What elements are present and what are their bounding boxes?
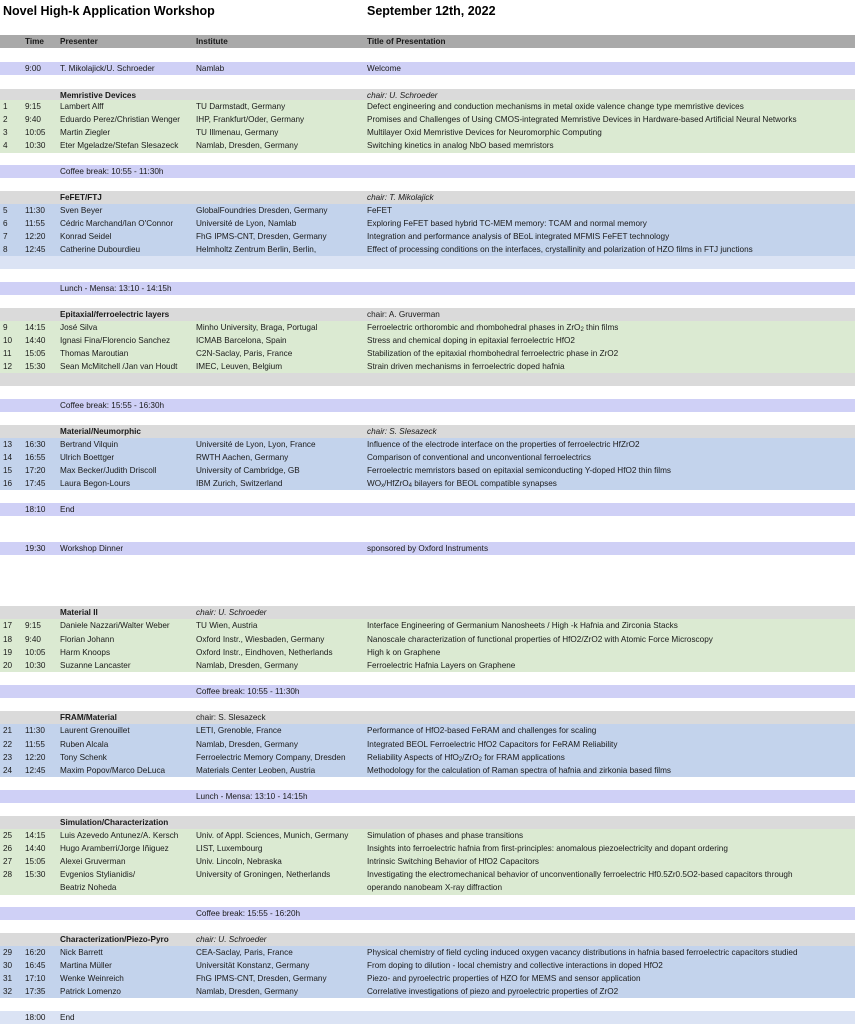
presenter-name: Cédric Marchand/Ian O'Connor — [60, 219, 174, 228]
session-header-row — [0, 606, 855, 619]
session-name: Characterization/Piezo-Pyro — [60, 935, 169, 944]
schedule-row — [0, 347, 855, 360]
presenter-name: Catherine Dubourdieu — [60, 245, 141, 254]
spacer-row — [0, 998, 855, 1011]
session-chair: chair: T. Mikolajick — [367, 193, 434, 202]
institute-name: Univ. Lincoln, Nebraska — [196, 857, 282, 866]
talk-time: 9:40 — [25, 115, 41, 124]
spacer-row — [0, 698, 855, 711]
presentation-title: Insights into ferroelectric hafnia from first-principles: anomalous piezoelectricity and dopant ordering — [367, 844, 728, 853]
spacer-row — [0, 178, 855, 191]
talk-number: 12 — [3, 362, 13, 371]
schedule-row — [0, 959, 855, 972]
spacer-row — [0, 295, 855, 308]
session-chair: chair: U. Schroeder — [196, 935, 267, 944]
talk-time: 15:30 — [25, 870, 46, 879]
session-name: Material II — [60, 608, 98, 617]
spacer-row — [0, 490, 855, 503]
session-chair: chair: S. Slesazeck — [367, 427, 437, 436]
presentation-title: Reliability Aspects of HfO$_2$/ZrO$_2$ for FRAM applications — [367, 753, 565, 763]
talk-number: 17 — [3, 621, 13, 630]
institute-name: Namlab, Dresden, Germany — [196, 141, 298, 150]
presenter-name: Laurent Grenouillet — [60, 726, 130, 735]
schedule-row — [0, 724, 855, 738]
schedule-row — [0, 360, 855, 373]
presentation-title: Welcome — [367, 64, 401, 73]
presenter-name: Tony Schenk — [60, 753, 107, 762]
presenter-name: Eduardo Perez/Christian Wenger — [60, 115, 180, 124]
presentation-title: $WO_x/HfZrO_4$ bilayers for BEOL compatible synapses — [367, 479, 557, 489]
spacer-row — [0, 529, 855, 542]
schedule-row — [0, 282, 855, 295]
talk-time: 11:55 — [25, 740, 45, 749]
schedule-row — [0, 126, 855, 139]
spacer-row — [0, 48, 855, 62]
presentation-title: Ferroelectric memristors based on epitaxial semiconducting Y-doped HfO2 thin films — [367, 466, 671, 475]
schedule-row — [0, 946, 855, 959]
talk-number: 20 — [3, 661, 13, 670]
session-header-row — [0, 711, 855, 724]
column-header-institute: Institute — [196, 37, 228, 46]
presentation-title-continued: operando nanobeam X-ray diffraction — [367, 883, 503, 892]
presenter-name: Evgenios Stylianidis/ — [60, 870, 136, 879]
spacer-row — [0, 256, 855, 269]
talk-time: 9:40 — [25, 635, 41, 644]
presentation-title: sponsored by Oxford Instruments — [367, 544, 489, 553]
institute-name: Namlab, Dresden, Germany — [196, 740, 298, 749]
institute-name: IHP, Frankfurt/Oder, Germany — [196, 115, 305, 124]
presentation-title: Defect engineering and conduction mechanisms in metal oxide valence change type memristive devices — [367, 102, 744, 111]
presenter-name: Lunch - Mensa: 13:10 - 14:15h — [60, 284, 172, 293]
talk-number: 25 — [3, 831, 13, 840]
presenter-name: Sven Beyer — [60, 206, 103, 215]
presentation-title: Nanoscale characterization of functional properties of HfO2/ZrO2 with Atomic Force Microscopy — [367, 635, 713, 644]
session-chair: chair: S. Slesazeck — [196, 713, 266, 722]
session-chair: chair: A. Gruverman — [367, 310, 440, 319]
spacer-row — [0, 777, 855, 790]
talk-time: 16:30 — [25, 440, 46, 449]
presentation-title: Physical chemistry of field cycling induced oxygen vacancy distributions in hafnia based ferroelectric capacitors studied — [367, 948, 798, 957]
institute-name: Namlab, Dresden, Germany — [196, 661, 298, 670]
institute-name: TU Illmenau, Germany — [196, 128, 279, 137]
talk-number: 3 — [3, 128, 8, 137]
institute-name: Namlab, Dresden, Germany — [196, 987, 298, 996]
institute-name: Oxford Instr., Eindhoven, Netherlands — [196, 648, 333, 657]
schedule-row — [0, 738, 855, 751]
session-header-row — [0, 425, 855, 438]
presenter-name: Alexei Gruverman — [60, 857, 126, 866]
institute-name: Ferroelectric Memory Company, Dresden — [196, 753, 346, 762]
talk-time: 10:05 — [25, 128, 46, 137]
schedule-row — [0, 399, 855, 412]
talk-time: 12:45 — [25, 766, 46, 775]
presenter-name: T. Mikolajick/U. Schroeder — [60, 64, 155, 73]
presentation-title: Switching kinetics in analog NbO based memristors — [367, 141, 554, 150]
spacer-row — [0, 672, 855, 685]
schedule-row — [0, 113, 855, 126]
institute-name: GlobalFoundries Dresden, Germany — [196, 206, 328, 215]
presentation-title: Ferroelectric Hafnia Layers on Graphene — [367, 661, 516, 670]
institute-name: Universität Konstanz, Germany — [196, 961, 310, 970]
session-name: Material/Neumorphic — [60, 427, 141, 436]
talk-time: 16:20 — [25, 948, 46, 957]
spacer-row — [0, 153, 855, 165]
institute-name: FhG IPMS-CNT, Dresden, Germany — [196, 974, 327, 983]
talk-number: 23 — [3, 753, 13, 762]
talk-number: 7 — [3, 232, 8, 241]
schedule-row — [0, 62, 855, 75]
presentation-title: Promises and Challenges of Using CMOS-integrated Memristive Devices in Hardware-based Artificial Neural Networks — [367, 115, 797, 124]
spacer-row — [0, 386, 855, 399]
talk-number: 8 — [3, 245, 8, 254]
schedule-row — [0, 764, 855, 777]
talk-time: 17:20 — [25, 466, 46, 475]
presentation-title: High k on Graphene — [367, 648, 441, 657]
schedule-row — [0, 646, 855, 659]
presenter-name: Florian Johann — [60, 635, 115, 644]
session-name: Memristive Devices — [60, 91, 137, 100]
talk-number: 28 — [3, 870, 13, 879]
presenter-name: Suzanne Lancaster — [60, 661, 131, 670]
talk-time: 14:15 — [25, 831, 46, 840]
column-header-presenter: Presenter — [60, 37, 98, 46]
schedule-row — [0, 230, 855, 243]
spacer-row — [0, 895, 855, 907]
talk-time: 15:05 — [25, 857, 46, 866]
talk-number: 21 — [3, 726, 13, 735]
spacer-row — [0, 555, 855, 606]
talk-time: 9:00 — [25, 64, 41, 73]
talk-number: 2 — [3, 115, 8, 124]
presenter-name: Coffee break: 10:55 - 11:30h — [60, 167, 164, 176]
talk-time: 14:40 — [25, 336, 46, 345]
talk-number: 27 — [3, 857, 13, 866]
talk-time: 9:15 — [25, 621, 41, 630]
presentation-title: Comparison of conventional and unconventional ferroelectrics — [367, 453, 591, 462]
schedule-row — [0, 217, 855, 230]
presentation-title: Effect of processing conditions on the interfaces, crystallinity and polarization of HZO films in FTJ junctions — [367, 245, 753, 254]
talk-time: 18:10 — [25, 505, 46, 514]
institute-name: Namlab — [196, 64, 225, 73]
presentation-title: Stabilization of the epitaxial rhombohedral ferroelectric phase in ZrO2 — [367, 349, 619, 358]
presenter-name: Workshop Dinner — [60, 544, 124, 553]
presenter-name-continued: Beatriz Noheda — [60, 883, 117, 892]
institute-name: FhG IPMS-CNT, Dresden, Germany — [196, 232, 327, 241]
schedule-row — [0, 477, 855, 490]
presentation-title: Multilayer Oxid Memristive Devices for Neuromorphic Computing — [367, 128, 602, 137]
presenter-name: Sean McMitchell /Jan van Houdt — [60, 362, 178, 371]
presenter-name: Ruben Alcala — [60, 740, 109, 749]
schedule-row — [0, 165, 855, 178]
presentation-title: Interface Engineering of Germanium Nanosheets / High -k Hafnia and Zirconia Stacks — [367, 621, 678, 630]
talk-time: 14:40 — [25, 844, 46, 853]
presenter-name: Daniele Nazzari/Walter Weber — [60, 621, 170, 630]
session-name: Epitaxial/ferroelectric layers — [60, 310, 170, 319]
institute-name: Oxford Instr., Wiesbaden, Germany — [196, 635, 325, 644]
institute-name: Université de Lyon, Namlab — [196, 219, 297, 228]
session-header-row — [0, 89, 855, 100]
presentation-title: Strain driven mechanisms in ferroelectric doped hafnia — [367, 362, 565, 371]
session-chair: chair: U. Schroeder — [196, 608, 267, 617]
session-name: FeFET/FTJ — [60, 193, 102, 202]
schedule-row — [0, 685, 855, 698]
schedule-row — [0, 972, 855, 985]
presenter-name: Luis Azevedo Antunez/A. Kersch — [60, 831, 179, 840]
schedule-row — [0, 1011, 855, 1024]
schedule-row — [0, 321, 855, 334]
presenter-name: Maxim Popov/Marco DeLuca — [60, 766, 166, 775]
presenter-name: Ulrich Boettger — [60, 453, 115, 462]
schedule-row — [0, 438, 855, 451]
schedule-row — [0, 542, 855, 555]
presentation-title: Influence of the electrode interface on the properties of ferroelectric HfZrO2 — [367, 440, 640, 449]
schedule-row — [0, 659, 855, 672]
talk-number: 24 — [3, 766, 13, 775]
talk-number: 32 — [3, 987, 13, 996]
spacer-row — [0, 75, 855, 89]
institute-name: TU Wien, Austria — [196, 621, 258, 630]
presentation-title: Performance of HfO2-based FeRAM and challenges for scaling — [367, 726, 597, 735]
presentation-title: Exploring FeFET based hybrid TC-MEM memory: TCAM and normal memory — [367, 219, 647, 228]
schedule-row — [0, 829, 855, 842]
talk-number: 31 — [3, 974, 13, 983]
presentation-title: Integrated BEOL Ferroelectric HfO2 Capacitors for FeRAM Reliability — [367, 740, 618, 749]
talk-number: 19 — [3, 648, 13, 657]
talk-time: 11:30 — [25, 206, 45, 215]
presenter-name: Ignasi Fina/Florencio Sanchez — [60, 336, 171, 345]
talk-time: 17:35 — [25, 987, 46, 996]
table-header-row — [0, 35, 855, 48]
talk-time: 12:45 — [25, 245, 46, 254]
institute-name: Université de Lyon, Lyon, France — [196, 440, 316, 449]
institute-name: Coffee break: 15:55 - 16:20h — [196, 909, 301, 918]
talk-number: 22 — [3, 740, 13, 749]
talk-number: 10 — [3, 336, 13, 345]
schedule-row — [0, 503, 855, 516]
presenter-name: End — [60, 505, 75, 514]
presenter-name: Nick Barrett — [60, 948, 103, 957]
session-header-row — [0, 816, 855, 829]
institute-name: LIST, Luxembourg — [196, 844, 263, 853]
institute-name: ICMAB Barcelona, Spain — [196, 336, 287, 345]
schedule-row — [0, 100, 855, 113]
presenter-name: Konrad Seidel — [60, 232, 112, 241]
presenter-name: Eter Mgeladze/Stefan Slesazeck — [60, 141, 179, 150]
schedule-row — [0, 751, 855, 764]
presentation-title: Ferroelectric orthorombic and rhombohedral phases in ZrO$_2$ thin films — [367, 323, 619, 333]
presenter-name: José Silva — [60, 323, 98, 332]
talk-number: 14 — [3, 453, 13, 462]
talk-number: 30 — [3, 961, 13, 970]
institute-name: Univ. of Appl. Sciences, Munich, Germany — [196, 831, 349, 840]
presentation-title: Stress and chemical doping in epitaxial ferroelectric HfO2 — [367, 336, 575, 345]
spacer-row — [0, 269, 855, 282]
session-header-row — [0, 191, 855, 204]
schedule-row — [0, 464, 855, 477]
schedule-row — [0, 790, 855, 803]
talk-number: 18 — [3, 635, 13, 644]
schedule-row — [0, 985, 855, 998]
talk-time: 16:55 — [25, 453, 46, 462]
presentation-title: Methodology for the calculation of Raman spectra of hafnia and zirkonia based films — [367, 766, 672, 775]
day1-date: September 12th, 2022 — [367, 4, 496, 18]
institute-name: Helmholtz Zentrum Berlin, Berlin, — [196, 245, 317, 254]
schedule-row — [0, 204, 855, 217]
talk-time: 18:00 — [25, 1013, 46, 1022]
schedule-row — [0, 842, 855, 855]
presenter-name: Wenke Weinreich — [60, 974, 124, 983]
talk-time: 11:30 — [25, 726, 45, 735]
schedule-row — [0, 243, 855, 256]
talk-time: 10:05 — [25, 648, 46, 657]
talk-time: 17:10 — [25, 974, 46, 983]
talk-time: 15:05 — [25, 349, 46, 358]
session-header-row — [0, 308, 855, 321]
presenter-name: Laura Begon-Lours — [60, 479, 131, 488]
presenter-name: Coffee break: 15:55 - 16:30h — [60, 401, 165, 410]
session-chair: chair: U. Schroeder — [367, 91, 438, 100]
session-name: FRAM/Material — [60, 713, 117, 722]
presentation-title: Integration and performance analysis of BEoL integrated MFMIS FeFET technology — [367, 232, 670, 241]
talk-time: 11:55 — [25, 219, 45, 228]
schedule-row — [0, 139, 855, 153]
talk-number: 29 — [3, 948, 13, 957]
presentation-title: Correlative investigations of piezo and pyroelectric properties of ZrO2 — [367, 987, 619, 996]
presenter-name: Hugo Aramberri/Jorge Iñiguez — [60, 844, 169, 853]
institute-name: LETI, Grenoble, France — [196, 726, 282, 735]
talk-time: 10:30 — [25, 141, 46, 150]
presenter-name: Max Becker/Judith Driscoll — [60, 466, 157, 475]
presenter-name: End — [60, 1013, 75, 1022]
session-name: Simulation/Characterization — [60, 818, 169, 827]
presentation-title: FeFET — [367, 206, 393, 215]
talk-number: 11 — [3, 349, 12, 358]
presenter-name: Patrick Lomenzo — [60, 987, 121, 996]
talk-number: 1 — [3, 102, 8, 111]
talk-time: 16:45 — [25, 961, 46, 970]
institute-name: Minho University, Braga, Portugal — [196, 323, 318, 332]
presenter-name: Bertrand Vilquin — [60, 440, 119, 449]
institute-name: TU Darmstadt, Germany — [196, 102, 286, 111]
talk-time: 17:45 — [25, 479, 46, 488]
talk-time: 12:20 — [25, 753, 46, 762]
institute-name: Coffee break: 10:55 - 11:30h — [196, 687, 300, 696]
institute-name: Lunch - Mensa: 13:10 - 14:15h — [196, 792, 308, 801]
spacer-row — [0, 516, 855, 529]
presenter-name: Thomas Maroutian — [60, 349, 129, 358]
talk-time: 15:30 — [25, 362, 46, 371]
talk-time: 19:30 — [25, 544, 46, 553]
schedule-row — [0, 868, 855, 895]
talk-time: 14:15 — [25, 323, 46, 332]
column-header-title: Title of Presentation — [367, 37, 446, 46]
schedule-row — [0, 633, 855, 646]
day1-workshop-title: Novel High-k Application Workshop — [3, 4, 215, 18]
schedule-row — [0, 451, 855, 464]
talk-time: 10:30 — [25, 661, 46, 670]
schedule-row — [0, 334, 855, 347]
talk-number: 9 — [3, 323, 8, 332]
talk-number: 16 — [3, 479, 13, 488]
talk-number: 6 — [3, 219, 8, 228]
spacer-row — [0, 373, 855, 386]
schedule-row — [0, 907, 855, 920]
institute-name: University of Groningen, Netherlands — [196, 870, 331, 879]
column-header-time: Time — [25, 37, 44, 46]
institute-name: CEA-Saclay, Paris, France — [196, 948, 293, 957]
talk-number: 13 — [3, 440, 13, 449]
presenter-name: Lambert Alff — [60, 102, 104, 111]
talk-time: 12:20 — [25, 232, 46, 241]
presentation-title: Simulation of phases and phase transitions — [367, 831, 524, 840]
schedule-row — [0, 855, 855, 868]
spacer-row — [0, 412, 855, 425]
talk-number: 15 — [3, 466, 13, 475]
presenter-name: Harm Knoops — [60, 648, 111, 657]
institute-name: C2N-Saclay, Paris, France — [196, 349, 293, 358]
presenter-name: Martina Müller — [60, 961, 112, 970]
spacer-row — [0, 920, 855, 933]
talk-number: 4 — [3, 141, 8, 150]
presenter-name: Martin Ziegler — [60, 128, 111, 137]
session-header-row — [0, 933, 855, 946]
institute-name: University of Cambridge, GB — [196, 466, 300, 475]
schedule-row — [0, 619, 855, 633]
institute-name: IBM Zurich, Switzerland — [196, 479, 283, 488]
spacer-row — [0, 803, 855, 816]
presentation-title: Piezo- and pyroelectric properties of HZO for MEMS and sensor application — [367, 974, 641, 983]
talk-time: 9:15 — [25, 102, 41, 111]
presentation-title: From doping to dilution - local chemistry and collective interactions in doped HfO2 — [367, 961, 663, 970]
institute-name: Materials Center Leoben, Austria — [196, 766, 316, 775]
institute-name: IMEC, Leuven, Belgium — [196, 362, 283, 371]
institute-name: RWTH Aachen, Germany — [196, 453, 289, 462]
talk-number: 26 — [3, 844, 13, 853]
talk-number: 5 — [3, 206, 8, 215]
presentation-title: Investigating the electromechanical behavior of unconventionally ferroelectric Hf0.5Zr0.5O2-based capacitors through — [367, 870, 793, 879]
presentation-title: Intrinsic Switching Behavior of HfO2 Capacitors — [367, 857, 540, 866]
